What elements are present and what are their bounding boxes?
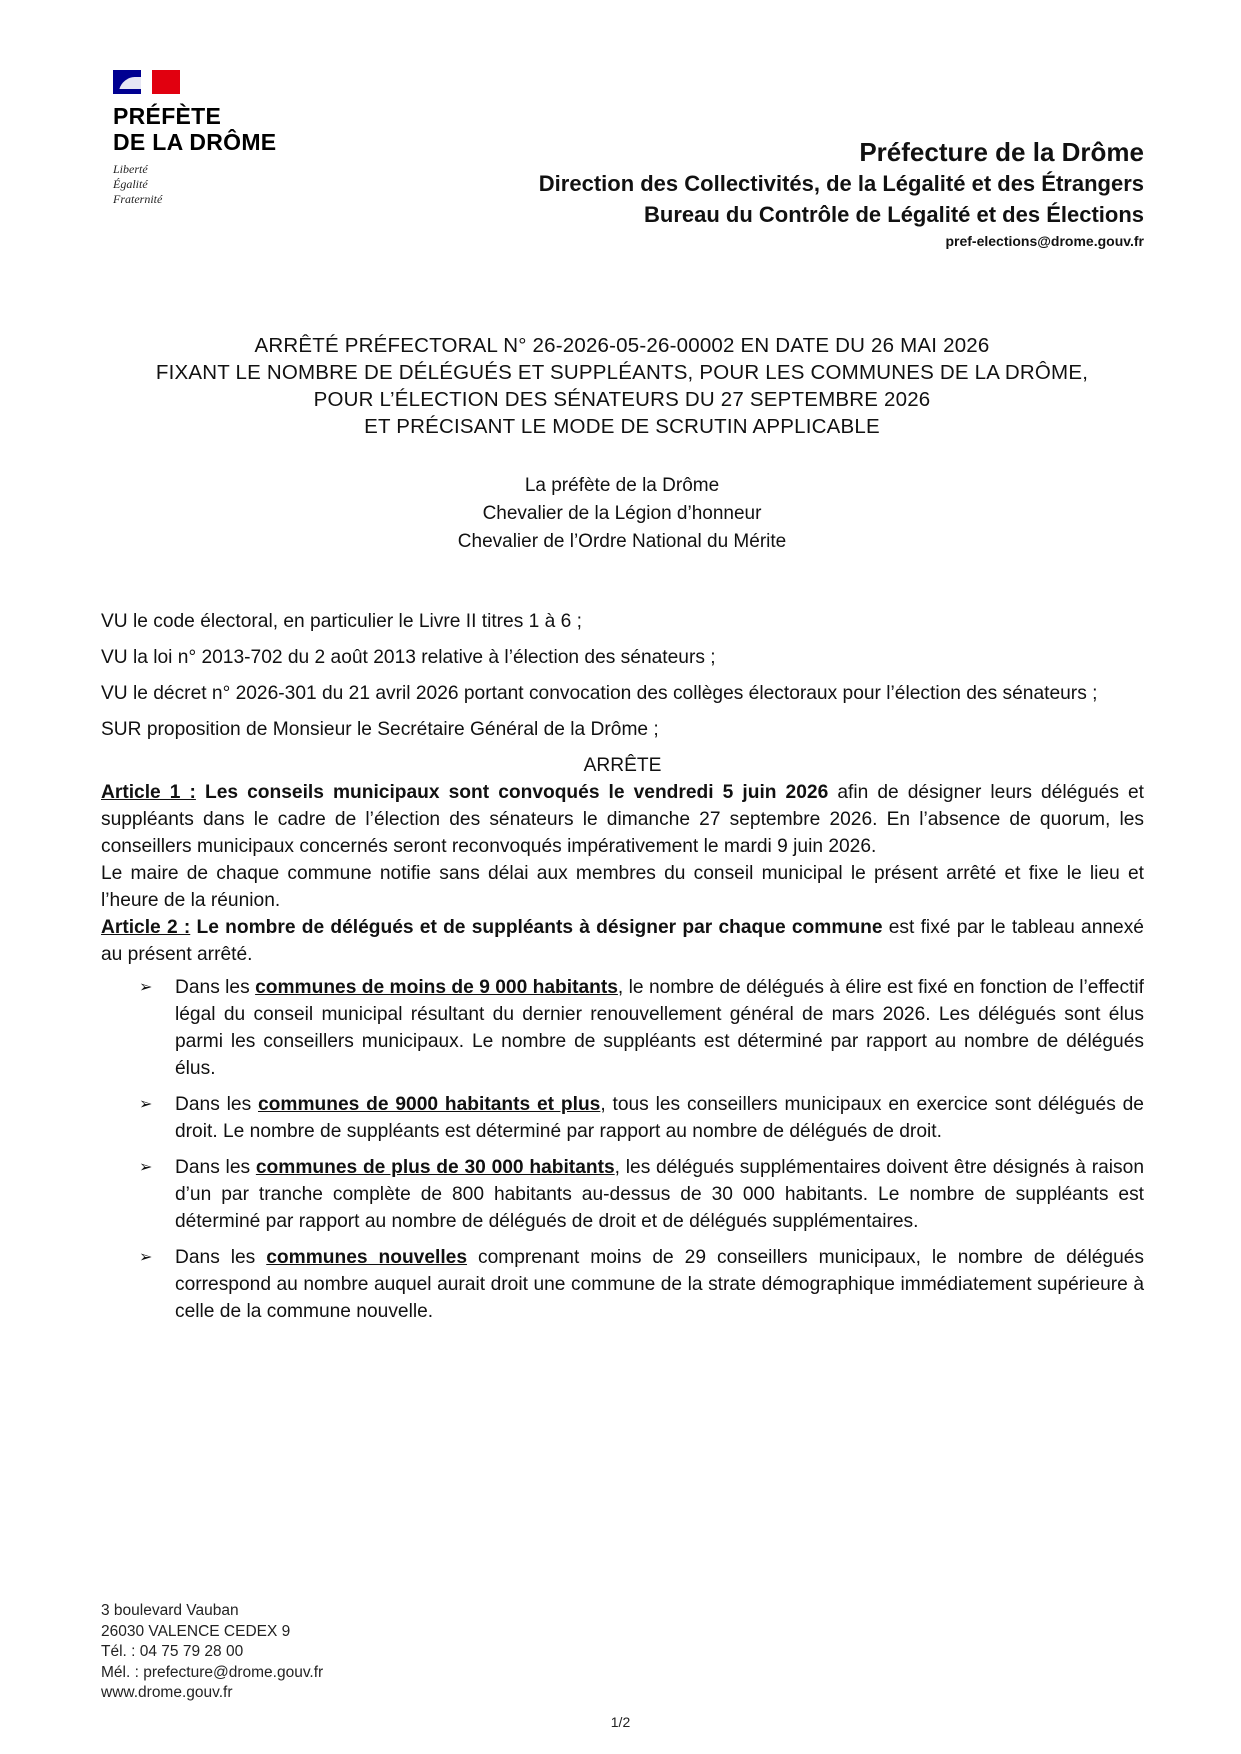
prefecture-logo	[113, 70, 313, 207]
prefecture-name: Préfecture de la Drôme	[859, 137, 1144, 167]
marianne-flag-icon	[113, 70, 180, 94]
arrow-bullet-icon: ➢	[139, 1249, 153, 1266]
article-2-bullets	[101, 974, 1144, 1325]
signatory-block: La préfète de la Drôme Chevalier de la Légion d’honneur Chevalier de l’Ordre National du Mérite	[457, 475, 787, 552]
institution-name: PRÉFÈTE DE LA DRÔME	[113, 103, 277, 155]
arrow-bullet-icon: ➢	[139, 1096, 153, 1113]
list-item: ➢ Dans les communes de plus de 30 000 habitants, les délégués supplémentaires doivent être désignés à raison d’un par tranche complète de 800 habitants au-dessus de 30 000 habitants. Le nombre de suppléants est déterminé par rapport au nombre de délégués de droit et de délégués supplémentaires.	[175, 1154, 1144, 1235]
list-item: ➢ Dans les communes de 9000 habitants et plus, tous les conseillers municipaux en exercice sont délégués de droit. Le nombre de suppléants est déterminé par rapport au nombre de délégués de droit.	[175, 1091, 1144, 1145]
bureau-name: Bureau du Contrôle de Légalité et des Élections	[644, 202, 1144, 227]
page-number: 1/2	[610, 1714, 631, 1730]
list-item: ➢ Dans les communes nouvelles comprenant moins de 29 conseillers municipaux, le nombre de délégués correspond au nombre auquel aurait droit une commune de la strate démographique immédiatement supérieure à celle de la commune nouvelle.	[175, 1244, 1144, 1325]
article-2: Article 2 : Le nombre de délégués et de suppléants à désigner par chaque commune est fixé par le tableau annexé au présent arrêté.	[101, 917, 1144, 965]
visa-item: SUR proposition de Monsieur le Secrétaire Général de la Drôme ;	[101, 719, 659, 740]
decree-body	[101, 608, 1144, 1334]
list-item: ➢ Dans les communes de moins de 9 000 habitants, le nombre de délégués à élire est fixé en fonction de l’effectif légal du conseil municipal résultant du dernier renouvellement général de mars 2026. Les délégués sont élus parmi les conseillers municipaux. Le nombre de suppléants est déterminé par rapport au nombre de délégués élus.	[175, 974, 1144, 1082]
footer-address: 3 boulevard Vauban 26030 VALENCE CEDEX 9 Tél. : 04 75 79 28 00 Mél. : prefecture@drome.gouv.fr www.drome.gouv.fr	[101, 1601, 323, 1704]
visa-item: VU le décret n° 2026-301 du 21 avril 2026 portant convocation des collèges électoraux pour l’élection des sénateurs ;	[101, 683, 1098, 704]
footer-website: www.drome.gouv.fr	[101, 1684, 233, 1702]
direction-name: Direction des Collectivités, de la Légalité et des Étrangers	[538, 171, 1144, 196]
article-2-label: Article 2 :	[101, 917, 191, 938]
arrete-heading: ARRÊTE	[583, 755, 662, 776]
arrow-bullet-icon: ➢	[139, 979, 153, 996]
visa-item: VU la loi n° 2013-702 du 2 août 2013 relative à l’élection des sénateurs ;	[101, 647, 716, 668]
arrow-bullet-icon: ➢	[139, 1159, 153, 1176]
visa-item: VU le code électoral, en particulier le Livre II titres 1 à 6 ;	[101, 611, 582, 632]
decree-title: ARRÊTÉ PRÉFECTORAL N° 26-2026-05-26-00002 EN DATE DU 26 MAI 2026 FIXANT LE NOMBRE DE DÉLÉGUÉS ET SUPPLÉANTS, POUR LES COMMUNES DE LA DRÔME, POUR L’ÉLECTION DES SÉNATEURS DU 27 SEPTEMBRE 2026 ET PRÉCISANT LE MODE DE SCRUTIN APPLICABLE	[155, 334, 1089, 438]
article-1-paragraph-2: Le maire de chaque commune notifie sans délai aux membres du conseil municipal le présent arrêté et fixe le lieu et l’heure de la réunion.	[101, 863, 1144, 911]
visas-list	[101, 608, 1144, 743]
contact-email: pref-elections@drome.gouv.fr	[945, 233, 1144, 249]
article-1: Article 1 : Les conseils municipaux sont convoqués le vendredi 5 juin 2026 afin de désigner leurs délégués et suppléants dans le cadre de l’élection des sénateurs le dimanche 27 septembre 2026. En l’absence de quorum, les conseillers municipaux concernés seront reconvoqués impérativement le mardi 9 juin 2026.	[101, 782, 1144, 857]
footer-email: Mél. : prefecture@drome.gouv.fr	[101, 1663, 324, 1681]
issuing-authority-header	[539, 136, 1144, 252]
article-1-label: Article 1 :	[101, 782, 196, 803]
republic-motto: Liberté Égalité Fraternité	[113, 162, 163, 206]
